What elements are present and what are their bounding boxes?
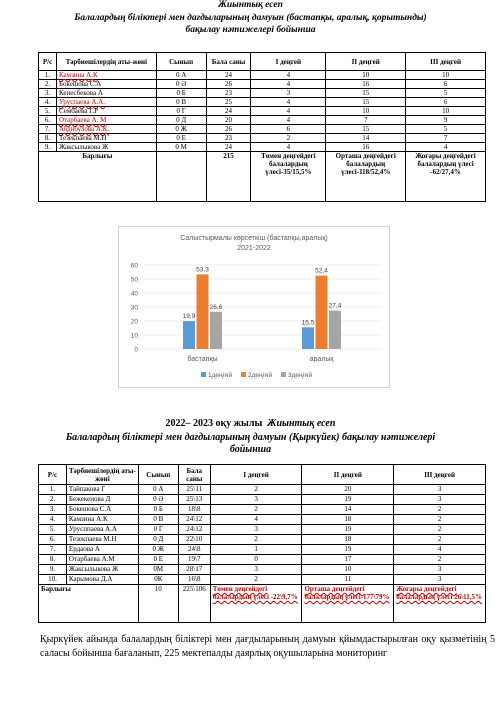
col-header-level3: III деңгей [406,53,486,71]
table-cell: 5. [39,525,67,535]
table-cell: 2 [394,555,486,565]
table-cell: Бокешова С.А [66,505,138,515]
table-cell: 0 Ә [138,495,178,505]
table-cell: 2. [39,80,57,89]
col2-header-children: Бала саны [178,465,210,485]
table-row [39,545,486,555]
table-cell: 2 [210,485,302,495]
table-cell: 5 [406,125,486,134]
table-cell: 4 [251,80,326,89]
total-mid: Орташа деңгейдегі балалардың үлесі-118/52,4% [326,152,406,202]
table-cell: 19 [302,495,394,505]
report2-subtitle-cont: бойынша [229,444,272,455]
table-row [39,485,486,495]
table-row [39,89,486,98]
table-cell: 24\12 [178,515,210,525]
col-header-number: Р/с [39,53,57,71]
legend-label: 1деңгей [208,372,233,379]
table-cell: 10 [326,107,406,116]
report-subtitle: Балалардың біліктері мен дағдыларының дамуын (бастапқы, аралық, қорытынды) [74,13,427,23]
legend-swatch [201,372,206,377]
table-cell: 8. [39,134,57,143]
data-label: 27,4 [328,302,342,310]
table-cell: 24\12 [178,525,210,535]
table-row [39,125,486,134]
table-cell: 9. [39,565,67,575]
table-cell: 10 [406,71,486,80]
table-cell: 26 [206,125,251,134]
table-cell: 19 [302,545,394,555]
table-cell: 1. [39,485,67,495]
table-row [39,575,486,585]
table-cell: 0 Е [156,134,206,143]
table-cell: 4 [251,143,326,152]
bar-1-2 [329,311,341,349]
table-cell: 5 [406,89,486,98]
chart-subtitle: 2021-2022 [237,245,271,252]
total2-groups: 10 [138,585,178,623]
data-label: 53,3 [196,266,209,274]
table-cell: 0 Б [138,505,178,515]
table-cell: 0 Д [156,116,206,125]
table-cell: 0 [210,555,302,565]
col-header-children: Бала саны [206,53,251,71]
x-category-label: аралық [309,356,334,363]
table-cell: 6 [406,98,486,107]
table-cell: 9. [39,143,57,152]
table-cell: Бежекенова Д [66,495,138,505]
table-cell: Камзина А.К [56,71,156,80]
bar-1-0 [302,327,314,349]
table-cell: 10 [406,107,486,116]
table-cell: Отарбаева А.М [66,555,138,565]
table-cell: 2 [251,134,326,143]
table-cell: 2 [394,525,486,535]
table-cell: 0 Е [138,555,178,565]
table-cell: 8. [39,555,67,565]
table-row [39,98,486,107]
report-subtitle-cont: бақылау нәтижелері бойынша [185,25,316,35]
table-cell: 3 [210,495,302,505]
total2-high: Жоғары деңгейдегі балалардың үлесі 26\11,5% [394,585,486,623]
table-cell: 4 [394,545,486,555]
table-cell: Карымова Д.А [66,575,138,585]
table-cell: 7. [39,125,57,134]
table-cell: 0 Ә [156,80,206,89]
table-row [39,80,486,89]
table-row [39,495,486,505]
table-cell: 5. [39,107,57,116]
table-cell: 10 [302,565,394,575]
table-cell: 4 [251,116,326,125]
report-title: Жиынтық есеп [218,0,283,10]
table-cell: 0 Г [138,525,178,535]
legend-swatch [281,372,286,377]
col-header-class: Сынып [156,53,206,71]
table-row [39,71,486,80]
table-cell: 0К [138,575,178,585]
total2-mid: Орташа деңгейдегі балалардың үлесі-177\79% [302,585,394,623]
comparison-chart [118,226,390,388]
total2-children: 225\106 [178,585,210,623]
table-cell: 2. [39,495,67,505]
table-cell: 7 [406,134,486,143]
y-tick-label: 20 [130,318,138,326]
total2-low: Төмен деңгейдегі балалардың үлесі -22\9,7% [210,585,302,623]
table-cell: 15 [326,98,406,107]
table-cell: 22\10 [178,535,210,545]
table-cell: 4. [39,98,57,107]
col2-header-number: Р/с [39,465,67,485]
table-cell: Тезекпаева М.Н [66,535,138,545]
table-cell: 4 [251,71,326,80]
table-cell: Сембаева Г.Р [56,107,156,116]
y-tick-label: 30 [130,304,138,312]
table-cell: 4. [39,515,67,525]
body-paragraph: Қыркүйек айында балалардың біліктері мен дағдыларының дамуын қйымдастырылған оқу қызметінің 5 саласы бойынша бағаланып, 225 мектепалды даярлық оқушыларына мониторинг [40,634,495,659]
table-cell: 10 [326,71,406,80]
legend-label: 3деңгей [288,372,313,379]
table-cell: Ердаова А [66,545,138,555]
table-cell: 16 [326,143,406,152]
bar-0-0 [183,321,195,349]
table-cell: Урусппаева А.А [66,525,138,535]
table-cell: 25\11 [178,485,210,495]
table-cell: 18 [302,515,394,525]
y-tick-label: 40 [130,290,138,298]
table-cell: 18\8 [178,505,210,515]
table-cell: 2 [394,505,486,515]
col2-header-class: Сынып [138,465,178,485]
table-cell: 24 [206,107,251,116]
col-header-level2: II деңгей [326,53,406,71]
bar-0-1 [197,274,209,349]
table-cell: Тайпакова Г [66,485,138,495]
table-cell: 1. [39,71,57,80]
table-cell: 28\17 [178,565,210,575]
table-cell: Абдибулова А.К. [56,125,156,134]
table-cell: 17 [302,555,394,565]
table-cell: Бокешова С.А [56,80,156,89]
table-cell: 4 [251,98,326,107]
school-year: 2022– 2023 оқу жылы [165,418,263,429]
table-cell: 1 [210,545,302,555]
table-cell: 6 [406,80,486,89]
table-cell: 0 Ж [138,545,178,555]
table-cell: 7 [326,116,406,125]
total-low: Төмен деңгейдегі балалардың үлесі-35/15,5% [251,152,326,202]
table-cell: Жаксылыкова Ж [66,565,138,575]
bar-1-1 [316,276,328,349]
table-cell: 2 [210,575,302,585]
col2-header-level1: I деңгей [210,465,302,485]
table-cell: 24 [206,143,251,152]
table-cell: 14 [302,505,394,515]
col2-header-level3: III деңгей [394,465,486,485]
table-cell: 0 Д [138,535,178,545]
y-tick-label: 0 [134,346,138,354]
results-table-2021 [38,52,486,202]
data-label: 19,9 [182,313,196,321]
table-cell: 14 [326,134,406,143]
total-high: Жоғары деңгейдегі балалардың үлесі -62/27,4% [406,152,486,202]
table-cell: 2 [394,515,486,525]
table-cell: 4 [251,107,326,116]
table-cell: 3. [39,505,67,515]
total-children: 215 [206,152,251,202]
data-label: 15,5 [301,319,315,327]
table-cell: 0 Б [156,89,206,98]
legend-label: 2деңгей [248,372,273,379]
table-row [39,505,486,515]
table-cell: 0 А [138,485,178,495]
y-tick-label: 10 [130,332,138,340]
table-cell: Уруспаева А.А. [56,98,156,107]
table-row [39,143,486,152]
table-cell: 3 [394,575,486,585]
table-cell: 24 [206,71,251,80]
table-cell: 0 В [138,515,178,525]
table-cell: 3 [210,525,302,535]
table-cell: 15 [326,89,406,98]
table-cell: 25 [206,98,251,107]
results-table-2022 [38,464,486,623]
x-category-label: бастапқы [187,356,218,363]
table-cell: 3 [210,565,302,575]
table-cell: 4 [406,143,486,152]
table-cell: 16\8 [178,575,210,585]
table-row [39,134,486,143]
total2-label: Барлығы [39,585,139,623]
table-row [39,515,486,525]
total-label: Барлығы [39,152,157,202]
col-header-level1: I деңгей [251,53,326,71]
table-cell: Отарбаева А. М [56,116,156,125]
table-cell: 10. [39,575,67,585]
table-cell: 2 [210,505,302,515]
col2-header-level2: II деңгей [302,465,394,485]
table-cell: 26 [206,80,251,89]
legend-swatch [241,372,246,377]
table-cell: 15 [326,125,406,134]
table-cell: 3 [394,485,486,495]
table-cell: 0 М [156,143,206,152]
table-cell: 0М [138,565,178,575]
table-cell: 20 [206,116,251,125]
table-cell: Кенесбекова А [56,89,156,98]
table-cell: 18 [302,535,394,545]
table-cell: 2 [394,535,486,545]
table-cell: 11 [302,575,394,585]
report2-title [0,418,501,429]
table-cell: Камзина А.К [66,515,138,525]
table-cell: 23 [206,134,251,143]
chart-svg [119,227,389,387]
chart-title: Салыстырмалы көрсеткіш (бастапқы,аралық) [180,235,328,242]
report2-subtitle: Балалардың біліктері мен дағдыларының дамуын (Қыркүйек) бақылау нәтижелері [65,432,436,443]
table-cell: 20 [302,485,394,495]
table-cell: 0 В [156,98,206,107]
table-row [39,107,486,116]
table-cell: 16 [326,80,406,89]
table-cell: 7. [39,545,67,555]
table-cell: 3. [39,89,57,98]
bar-0-2 [210,312,222,349]
table-cell: 0 А [156,71,206,80]
table-cell: 19\7 [178,555,210,565]
table-cell: 0 Г [156,107,206,116]
col2-header-teacher: Тәрбиешілердің аты-жөні [66,465,138,485]
table-cell: 3 [394,495,486,505]
table-cell: 4 [210,515,302,525]
y-tick-label: 50 [130,276,138,284]
table-cell: 19 [302,525,394,535]
table-cell: 6. [39,116,57,125]
table-cell: 23 [206,89,251,98]
total-empty [156,152,206,202]
table-row [39,525,486,535]
table-cell: 2 [210,535,302,545]
report2-name: Жиынтық есеп [267,418,336,429]
table-cell: 3 [394,565,486,575]
table-row [39,535,486,545]
table-cell: 0 Ж [156,125,206,134]
table-cell: Жаксылыкова Ж [56,143,156,152]
table-cell: 6. [39,535,67,545]
table-row [39,565,486,575]
data-label: 52,4 [315,267,328,275]
table-row [39,555,486,565]
table-row [39,116,486,125]
table-cell: 6 [251,125,326,134]
data-label: 26,6 [209,303,223,311]
table-cell: 3 [251,89,326,98]
col-header-teacher: Тәрбиешілердің аты-жөні [56,53,156,71]
table-cell: 25\13 [178,495,210,505]
table-cell: 9 [406,116,486,125]
y-tick-label: 60 [130,262,138,270]
table-cell: Тезекпаева М.Н [56,134,156,143]
table-cell: 24\8 [178,545,210,555]
